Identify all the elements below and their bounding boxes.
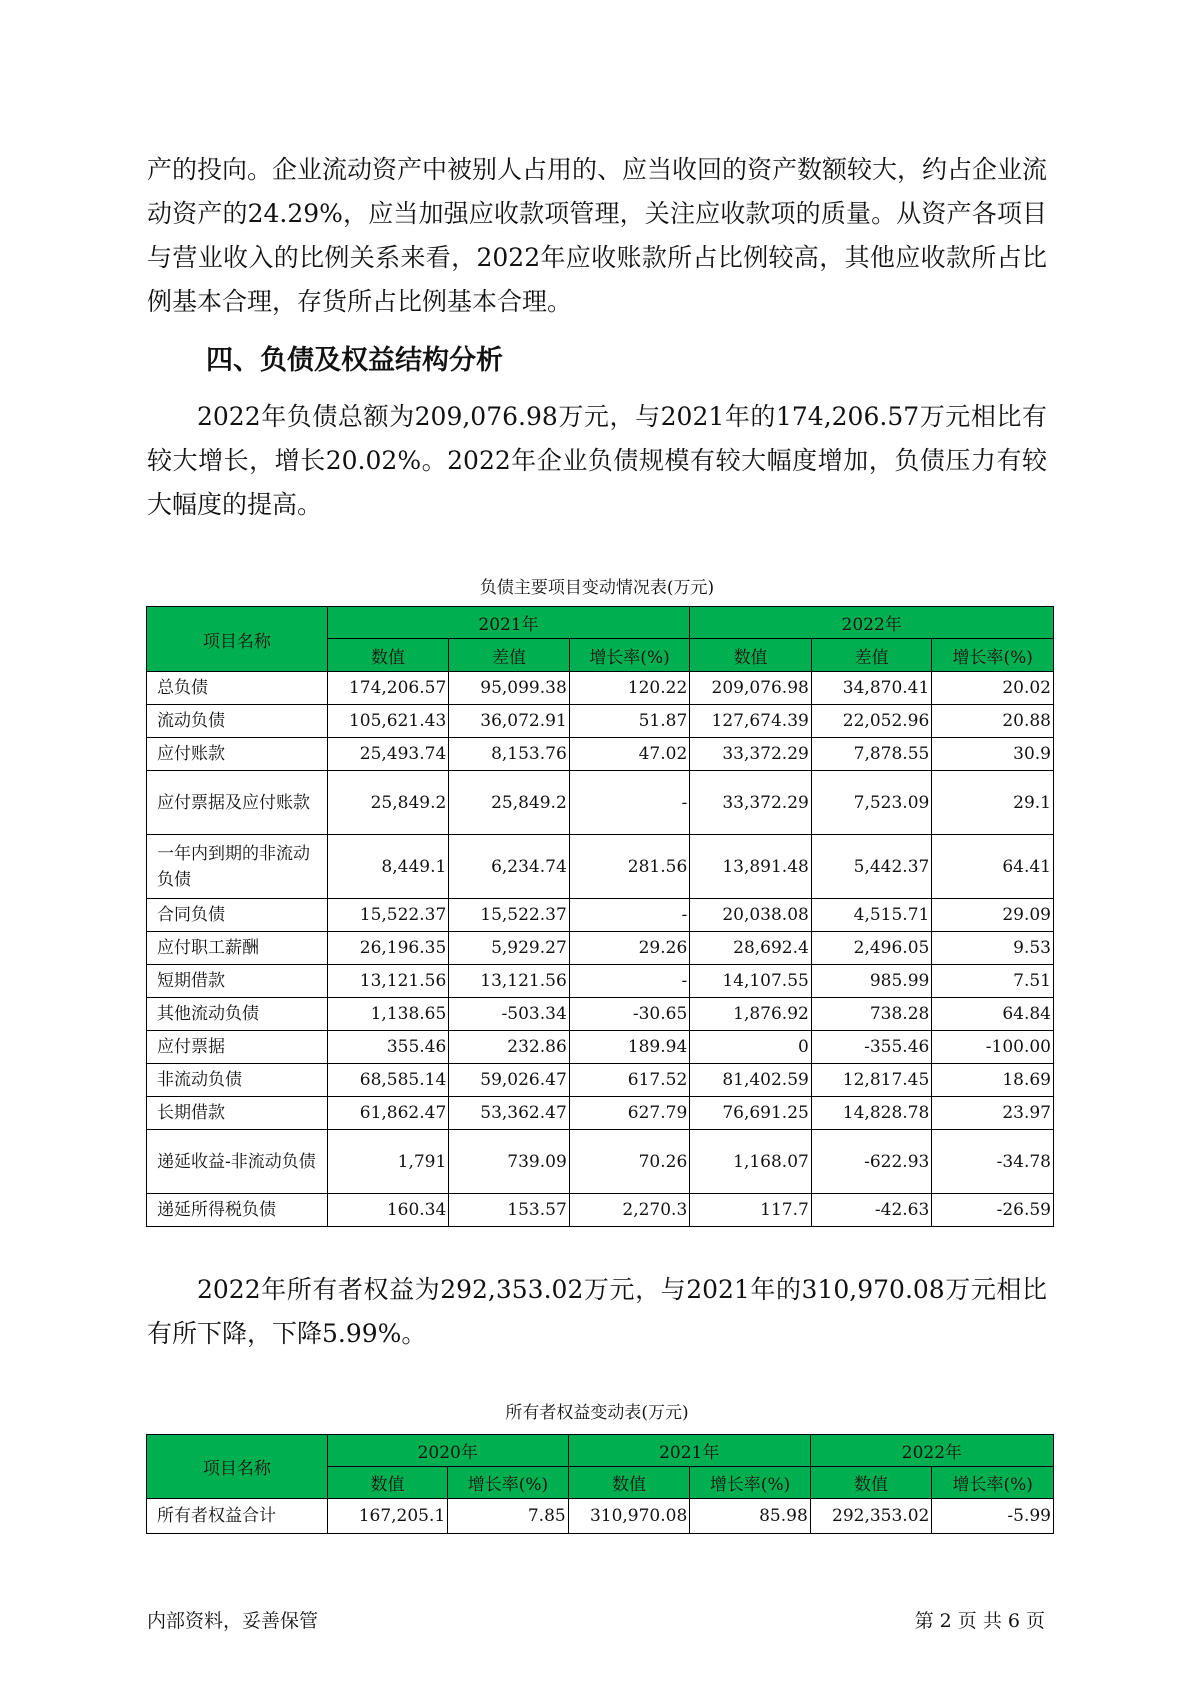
cell-value: 117.7 (690, 1194, 812, 1227)
row-name: 长期借款 (147, 1097, 328, 1130)
liabilities-table (146, 606, 1054, 1227)
cell-diff: 7,523.09 (811, 771, 931, 835)
cell-growth: -30.65 (569, 998, 690, 1031)
row-name: 短期借款 (147, 965, 328, 998)
cell-diff: 8,153.76 (449, 738, 569, 771)
value-col-header: 数值 (690, 639, 812, 672)
cell-value: 20,038.08 (690, 899, 812, 932)
cell-value: 76,691.25 (690, 1097, 812, 1130)
cell-value: 127,674.39 (690, 705, 812, 738)
cell-growth: 23.97 (932, 1097, 1054, 1130)
growth-col-header: 增长率(%) (448, 1467, 569, 1499)
cell-growth: 9.53 (932, 932, 1054, 965)
equity-paragraph: 2022年所有者权益为292,353.02万元，与2021年的310,970.08万元相比有所下降，下降5.99%。 (147, 1275, 1047, 1348)
cell-growth: 30.9 (932, 738, 1054, 771)
value-col-header: 数值 (810, 1467, 932, 1499)
table-row (147, 738, 1054, 771)
year-2021-header: 2021年 (327, 607, 690, 639)
cell-diff: 15,522.37 (449, 899, 569, 932)
year-2022-header: 2022年 (690, 607, 1054, 639)
cell-growth: 7.51 (932, 965, 1054, 998)
cell-growth: 7.85 (448, 1499, 569, 1534)
table-row (147, 932, 1054, 965)
cell-growth: 64.41 (932, 835, 1054, 899)
cell-diff: 6,234.74 (449, 835, 569, 899)
diff-col-header: 差值 (449, 639, 569, 672)
liabilities-table-body (147, 672, 1054, 1227)
cell-value: 61,862.47 (327, 1097, 449, 1130)
cell-diff: 5,442.37 (811, 835, 931, 899)
cell-diff: 739.09 (449, 1130, 569, 1194)
cell-growth: 29.26 (569, 932, 690, 965)
item-name-header: 项目名称 (147, 1435, 328, 1499)
cell-value: 1,138.65 (327, 998, 449, 1031)
cell-value: 310,970.08 (568, 1499, 690, 1534)
cell-value: 1,168.07 (690, 1130, 812, 1194)
growth-col-header: 增长率(%) (690, 1467, 811, 1499)
cell-growth: 20.02 (932, 672, 1054, 705)
year-2021-header: 2021年 (568, 1435, 810, 1467)
cell-diff: 4,515.71 (811, 899, 931, 932)
table-row (147, 1130, 1054, 1194)
cell-growth: 51.87 (569, 705, 690, 738)
cell-growth: 617.52 (569, 1064, 690, 1097)
cell-value: 15,522.37 (327, 899, 449, 932)
cell-value: 105,621.43 (327, 705, 449, 738)
cell-value: 160.34 (327, 1194, 449, 1227)
liabilities-table-caption: 负债主要项目变动情况表(万元) (479, 578, 715, 598)
year-2020-header: 2020年 (327, 1435, 568, 1467)
cell-value: 174,206.57 (327, 672, 449, 705)
cell-value: 68,585.14 (327, 1064, 449, 1097)
cell-value: 8,449.1 (327, 835, 449, 899)
item-name-header: 项目名称 (147, 607, 328, 672)
equity-table (146, 1434, 1054, 1534)
cell-growth: 2,270.3 (569, 1194, 690, 1227)
diff-col-header: 差值 (811, 639, 931, 672)
cell-growth: 29.1 (932, 771, 1054, 835)
growth-col-header: 增长率(%) (569, 639, 690, 672)
liabilities-paragraph: 2022年负债总额为209,076.98万元，与2021年的174,206.57万元相比有较大增长，增长20.02%。2022年企业负债规模有较大幅度增加，负债压力有较大幅度的提高。 (147, 402, 1047, 519)
cell-growth: 85.98 (690, 1499, 811, 1534)
cell-diff: -622.93 (811, 1130, 931, 1194)
cell-diff: 36,072.91 (449, 705, 569, 738)
cell-diff: 12,817.45 (811, 1064, 931, 1097)
cell-diff: -42.63 (811, 1194, 931, 1227)
cell-growth: 120.22 (569, 672, 690, 705)
cell-value: 13,891.48 (690, 835, 812, 899)
cell-value: 33,372.29 (690, 771, 812, 835)
cell-diff: 13,121.56 (449, 965, 569, 998)
footer-confidential-note: 内部资料，妥善保管 (147, 1610, 319, 1632)
value-col-header: 数值 (327, 1467, 447, 1499)
row-name: 合同负债 (147, 899, 328, 932)
cell-diff: 985.99 (811, 965, 931, 998)
footer-page-number: 第 2 页 共 6 页 (914, 1610, 1045, 1632)
cell-diff: 738.28 (811, 998, 931, 1031)
cell-growth: 29.09 (932, 899, 1054, 932)
value-col-header: 数值 (327, 639, 449, 672)
cell-diff: 153.57 (449, 1194, 569, 1227)
cell-growth: -26.59 (932, 1194, 1054, 1227)
cell-value: 355.46 (327, 1031, 449, 1064)
row-name: 应付票据 (147, 1031, 328, 1064)
table-row (147, 899, 1054, 932)
cell-value: 26,196.35 (327, 932, 449, 965)
row-name: 应付职工薪酬 (147, 932, 328, 965)
row-name: 流动负债 (147, 705, 328, 738)
cell-diff: 25,849.2 (449, 771, 569, 835)
row-name: 递延所得税负债 (147, 1194, 328, 1227)
cell-value: 292,353.02 (810, 1499, 932, 1534)
growth-col-header: 增长率(%) (932, 1467, 1054, 1499)
value-col-header: 数值 (568, 1467, 690, 1499)
cell-growth: 18.69 (932, 1064, 1054, 1097)
cell-value: 28,692.4 (690, 932, 812, 965)
cell-growth: - (569, 899, 690, 932)
table-row (147, 998, 1054, 1031)
cell-diff: 7,878.55 (811, 738, 931, 771)
row-name: 其他流动负债 (147, 998, 328, 1031)
cell-diff: 2,496.05 (811, 932, 931, 965)
table-row (147, 835, 1054, 899)
table-row (147, 965, 1054, 998)
cell-growth: 20.88 (932, 705, 1054, 738)
table-row (147, 1097, 1054, 1130)
cell-diff: 95,099.38 (449, 672, 569, 705)
cell-diff: 5,929.27 (449, 932, 569, 965)
cell-value: 33,372.29 (690, 738, 812, 771)
intro-paragraph: 产的投向。企业流动资产中被别人占用的、应当收回的资产数额较大，约占企业流动资产的24.29%，应当加强应收款项管理，关注应收款项的质量。从资产各项目与营业收入的比例关系来看，2022年应收账款所占比例较高，其他应收款所占比例基本合理，存货所占比例基本合理。 (147, 155, 1048, 316)
cell-growth: 47.02 (569, 738, 690, 771)
row-name: 应付票据及应付账款 (147, 771, 328, 835)
cell-value: 209,076.98 (690, 672, 812, 705)
table-row (147, 1031, 1054, 1064)
cell-growth: -100.00 (932, 1031, 1054, 1064)
cell-diff: 34,870.41 (811, 672, 931, 705)
cell-growth: 70.26 (569, 1130, 690, 1194)
row-name: 递延收益-非流动负债 (147, 1130, 328, 1194)
cell-value: 1,876.92 (690, 998, 812, 1031)
row-name: 总负债 (147, 672, 328, 705)
table-row (147, 672, 1054, 705)
cell-growth: - (569, 965, 690, 998)
cell-growth: 281.56 (569, 835, 690, 899)
row-name: 非流动负债 (147, 1064, 328, 1097)
cell-value: 13,121.56 (327, 965, 449, 998)
cell-diff: -503.34 (449, 998, 569, 1031)
cell-growth: - (569, 771, 690, 835)
cell-value: 81,402.59 (690, 1064, 812, 1097)
row-name: 一年内到期的非流动负债 (147, 835, 328, 899)
cell-value: 167,205.1 (327, 1499, 447, 1534)
cell-growth: 64.84 (932, 998, 1054, 1031)
cell-growth: -5.99 (932, 1499, 1054, 1534)
cell-value: 14,107.55 (690, 965, 812, 998)
cell-growth: 189.94 (569, 1031, 690, 1064)
table-row (147, 1194, 1054, 1227)
row-name: 所有者权益合计 (147, 1499, 328, 1534)
equity-table-caption: 所有者权益变动表(万元) (505, 1403, 689, 1423)
growth-col-header: 增长率(%) (932, 639, 1054, 672)
cell-value: 0 (690, 1031, 812, 1064)
row-name: 应付账款 (147, 738, 328, 771)
table-row (147, 771, 1054, 835)
cell-diff: 22,052.96 (811, 705, 931, 738)
table-row (147, 1499, 1054, 1534)
section-heading: 四、负债及权益结构分析 (206, 345, 503, 376)
table-row (147, 1064, 1054, 1097)
cell-value: 25,849.2 (327, 771, 449, 835)
cell-diff: 232.86 (449, 1031, 569, 1064)
cell-diff: 53,362.47 (449, 1097, 569, 1130)
year-2022-header: 2022年 (810, 1435, 1053, 1467)
cell-diff: 14,828.78 (811, 1097, 931, 1130)
cell-value: 1,791 (327, 1130, 449, 1194)
cell-value: 25,493.74 (327, 738, 449, 771)
cell-growth: -34.78 (932, 1130, 1054, 1194)
cell-diff: 59,026.47 (449, 1064, 569, 1097)
table-row (147, 705, 1054, 738)
cell-diff: -355.46 (811, 1031, 931, 1064)
cell-growth: 627.79 (569, 1097, 690, 1130)
